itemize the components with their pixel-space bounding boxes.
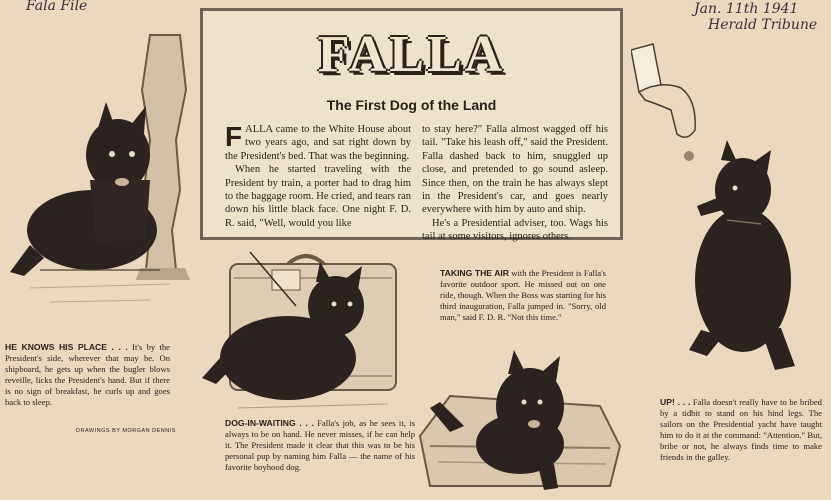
caption-knows-his-place — [5, 342, 170, 408]
article-column-2 — [422, 123, 608, 244]
headline-title: FALLA — [317, 26, 506, 83]
headline-subtitle: The First Dog of the Land — [326, 97, 497, 113]
caption-up — [660, 397, 822, 463]
handwritten-source: Herald Tribune — [708, 17, 818, 33]
caption-dog-in-waiting-body: Falla's job, as he sees it, is always to be on hand. He never misses, if he can help it. The President made it clear that this was to be his personal pup by naming him Falla — the name of his favorite boyhood dog. — [225, 418, 415, 472]
dog-with-suitcase-illustration — [198, 248, 408, 418]
caption-knows-his-place-head: HE KNOWS HIS PLACE . . . — [5, 342, 128, 352]
article-paragraph-2: When he started traveling with the President by train, a porter had to drag him to the baggage room. He cried, and tears ran down his little black face. One night F. D. R. said, "Well, would you like — [225, 164, 412, 229]
caption-up-body: Falla doesn't really have to be bribed by a tidbit to stand on his hind legs. The sailors on the Presidential yacht have taught him to do it at the command: "Attention." But, bribe or not, he always finds time to make friends in the galley. — [660, 397, 822, 462]
caption-dog-in-waiting-head: DOG-IN-WAITING . . . — [225, 418, 314, 428]
article-paragraph-4: He's a Presidential adviser, too. Wags his tail at some visitors, ignores others. — [422, 217, 608, 243]
dog-in-car-illustration — [410, 336, 630, 496]
article-box — [200, 8, 623, 243]
illustration-credit: DRAWINGS BY MORGAN DENNIS — [76, 428, 176, 434]
caption-dog-in-waiting — [225, 418, 415, 473]
article-paragraph-1 — [225, 123, 411, 163]
caption-taking-the-air — [440, 268, 606, 323]
caption-knows-his-place-body: It's by the President's side, wherever that may be. On shipboard, he gets up when the bugler blows reveille, licks the President's hand. But if there is no sign of breakfast, he curls up and goes back to sleep. — [5, 342, 170, 407]
caption-taking-the-air-head: TAKING THE AIR — [440, 268, 510, 278]
dog-standing-illustration — [631, 30, 831, 400]
article-paragraph-3: to stay here?" Falla almost wagged off his tail. "Take his leash off," said the President. Falla dashed back to him, snuggled up close, and pretended to go sound asleep. Since then, on the train he has always slept in the President's car, and goes nearly everywhere with him by auto and ship. — [422, 124, 608, 216]
handwritten-file-note: Fala File — [26, 0, 88, 14]
article-column-1 — [225, 123, 411, 230]
dog-by-table-illustration — [0, 30, 200, 330]
caption-up-head: UP! . . . — [660, 397, 691, 407]
drop-cap: F — [225, 121, 243, 152]
article-paragraph-1-text: ALLA came to the White House about two years ago, and sat right down by the President's bed. That was the beginning. — [225, 124, 411, 162]
caption-taking-the-air-body: with the President is Falla's favorite outdoor sport. He missed out on one ride, though. When the Boss was starting for his third inauguration, Falla jumped in. "Sorry, old man," said F. D. R. "Not this time." — [440, 268, 606, 322]
handwritten-date: Jan. 11th 1941 — [694, 1, 799, 17]
